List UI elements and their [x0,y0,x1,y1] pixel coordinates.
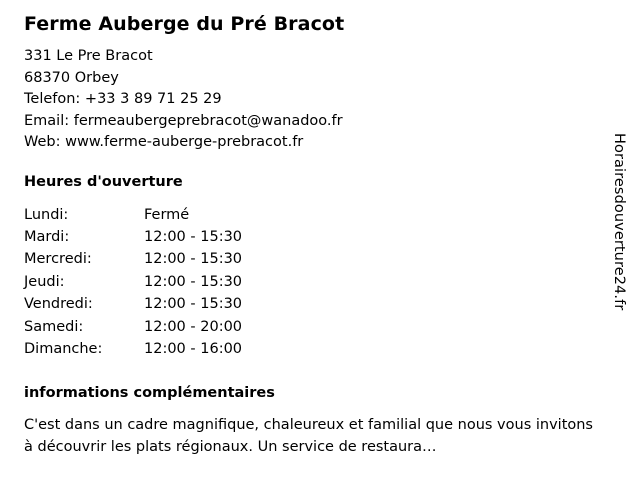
table-row [24,271,242,293]
phone-line: Telefon: +33 3 89 71 25 29 [24,91,222,107]
table-row [24,316,242,338]
day-value: 12:00 - 15:30 [144,273,243,290]
day-value: 12:00 - 15:30 [144,228,243,245]
address-line-1: 331 Le Pre Bracot [24,48,153,64]
watermark-label: Horairesdouverture24.fr [611,133,627,311]
day-label: Samedi: [24,318,84,335]
day-value: Fermé [144,206,190,223]
table-row [24,204,242,226]
day-value: 12:00 - 15:30 [144,251,243,268]
opening-hours-heading: Heures d'ouverture [24,173,183,190]
day-label: Jeudi: [24,273,65,290]
day-value: 12:00 - 15:30 [144,296,243,313]
business-card [24,12,604,458]
table-row [24,248,242,270]
opening-hours-table [24,204,242,361]
table-row [24,338,242,360]
day-label: Mercredi: [24,251,92,268]
additional-info-heading: informations complémentaires [24,385,275,402]
day-label: Vendredi: [24,296,93,313]
website-line: Web: www.ferme-auberge-prebracot.fr [24,134,304,150]
day-label: Lundi: [24,206,69,223]
email-line: Email: fermeaubergeprebracot@wanadoo.fr [24,112,343,129]
day-label: Mardi: [24,228,70,245]
table-row [24,226,242,248]
table-row [24,293,242,315]
day-value: 12:00 - 20:00 [144,318,243,335]
page-title: Ferme Auberge du Pré Bracot [24,13,345,35]
additional-info-text: C'est dans un cadre magnifique, chaleureux et familial que nous vous invitons à découvrir les plats régionaux. Un service de restaura… [24,417,593,455]
day-label: Dimanche: [24,340,103,357]
day-value: 12:00 - 16:00 [144,340,243,357]
address-line-2: 68370 Orbey [24,69,119,86]
